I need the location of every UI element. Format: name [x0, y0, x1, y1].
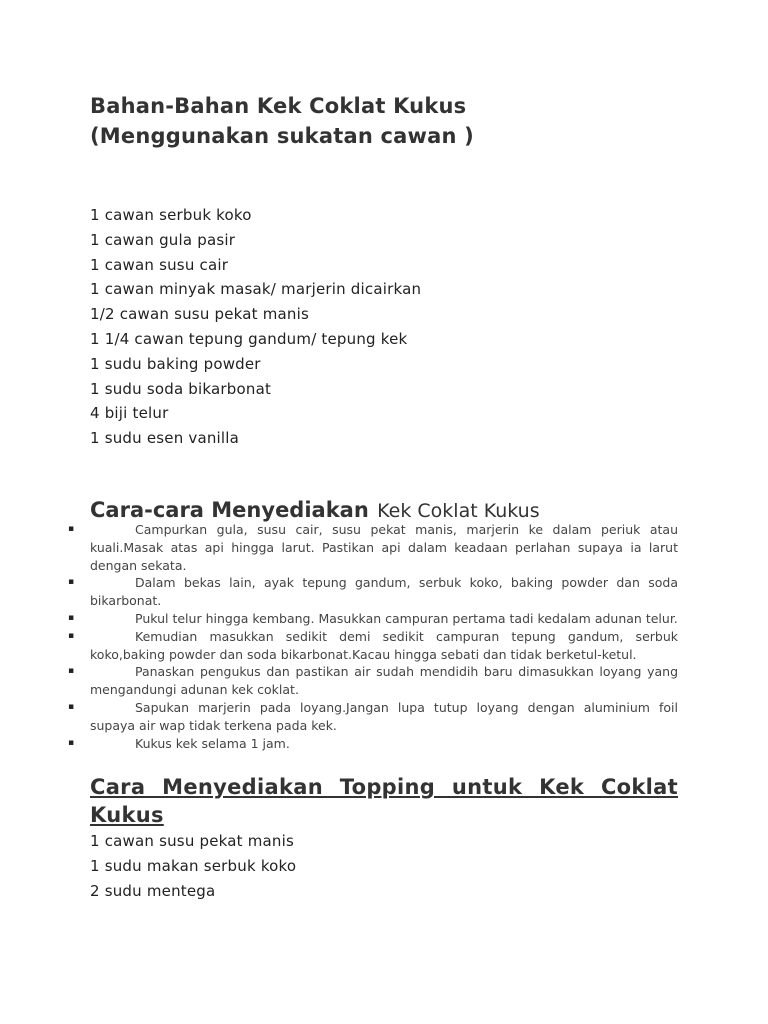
ingredient-item: 1 cawan susu cair	[90, 255, 229, 274]
method-step	[68, 735, 678, 753]
method-step-text: Kemudian masukkan sedikit demi sedikit campuran tepung gandum, serbuk koko,baking powder dan soda bikarbonat.Kacau hingga sebati dan tidak berketul-ketul.	[90, 628, 678, 662]
recipe-title-line-1: Bahan-Bahan Kek Coklat Kukus	[90, 94, 467, 118]
method-step	[68, 699, 678, 735]
method-step	[68, 521, 678, 574]
ingredient-item: 1 1/4 cawan tepung gandum/ tepung kek	[90, 329, 408, 348]
square-bullet-icon: ▪	[68, 612, 75, 623]
method-step-text: Campurkan gula, susu cair, susu pekat manis, marjerin ke dalam periuk atau kuali.Masak atas api hingga larut. Pastikan api dalam keadaan perlahan supaya ia larut dengan sekata.	[90, 522, 678, 573]
recipe-title-line-2: (Menggunakan sukatan cawan )	[90, 124, 474, 148]
ingredient-item: 1/2 cawan susu pekat manis	[90, 305, 310, 324]
ingredient-list	[90, 203, 421, 451]
method-step-text: Panaskan pengukus dan pastikan air sudah mendidih baru dimasukkan loyang yang mengandungi adunan kek coklat.	[90, 664, 678, 698]
method-step-text: Sapukan marjerin pada loyang.Jangan lupa tutup loyang dengan aluminium foil supaya air wap tidak terkena pada kek.	[90, 699, 678, 733]
square-bullet-icon: ▪	[68, 701, 75, 712]
method-heading-part-1: Cara-cara Menyediakan	[90, 498, 369, 522]
method-step-text: Dalam bekas lain, ayak tepung gandum, serbuk koko, baking powder dan soda bikarbonat.	[90, 575, 678, 609]
square-bullet-icon: ▪	[68, 737, 75, 748]
method-step	[68, 628, 678, 664]
ingredient-item: 1 sudu baking powder	[90, 354, 261, 373]
square-bullet-icon: ▪	[68, 524, 75, 534]
recipe-title	[90, 91, 690, 151]
ingredient-item: 4 biji telur	[90, 404, 169, 423]
ingredient-item: 1 cawan minyak masak/ marjerin dicairkan	[90, 280, 422, 299]
method-steps-list	[68, 521, 678, 752]
square-bullet-icon: ▪	[68, 577, 75, 588]
method-step	[68, 663, 678, 699]
method-step-text: Kukus kek selama 1 jam.	[135, 735, 290, 751]
topping-ingredient-list	[90, 829, 296, 903]
method-step-text: Pukul telur hingga kembang. Masukkan campuran pertama tadi kedalam adunan telur.	[135, 610, 678, 626]
method-heading-part-2: Kek Coklat Kukus	[377, 500, 540, 522]
ingredient-item: 1 cawan gula pasir	[90, 230, 236, 249]
square-bullet-icon: ▪	[68, 630, 75, 641]
ingredient-item: 1 cawan serbuk koko	[90, 206, 252, 224]
topping-item: 1 cawan susu pekat manis	[90, 832, 295, 850]
ingredient-item: 1 sudu soda bikarbonat	[90, 379, 272, 398]
topping-item: 1 sudu makan serbuk koko	[90, 856, 297, 875]
method-step	[68, 574, 678, 610]
topping-heading: Cara Menyediakan Topping untuk Kek Coklat Kukus	[90, 775, 678, 827]
ingredient-item: 1 sudu esen vanilla	[90, 429, 240, 448]
topping-item: 2 sudu mentega	[90, 881, 216, 900]
square-bullet-icon: ▪	[68, 666, 75, 677]
method-step	[68, 610, 678, 628]
